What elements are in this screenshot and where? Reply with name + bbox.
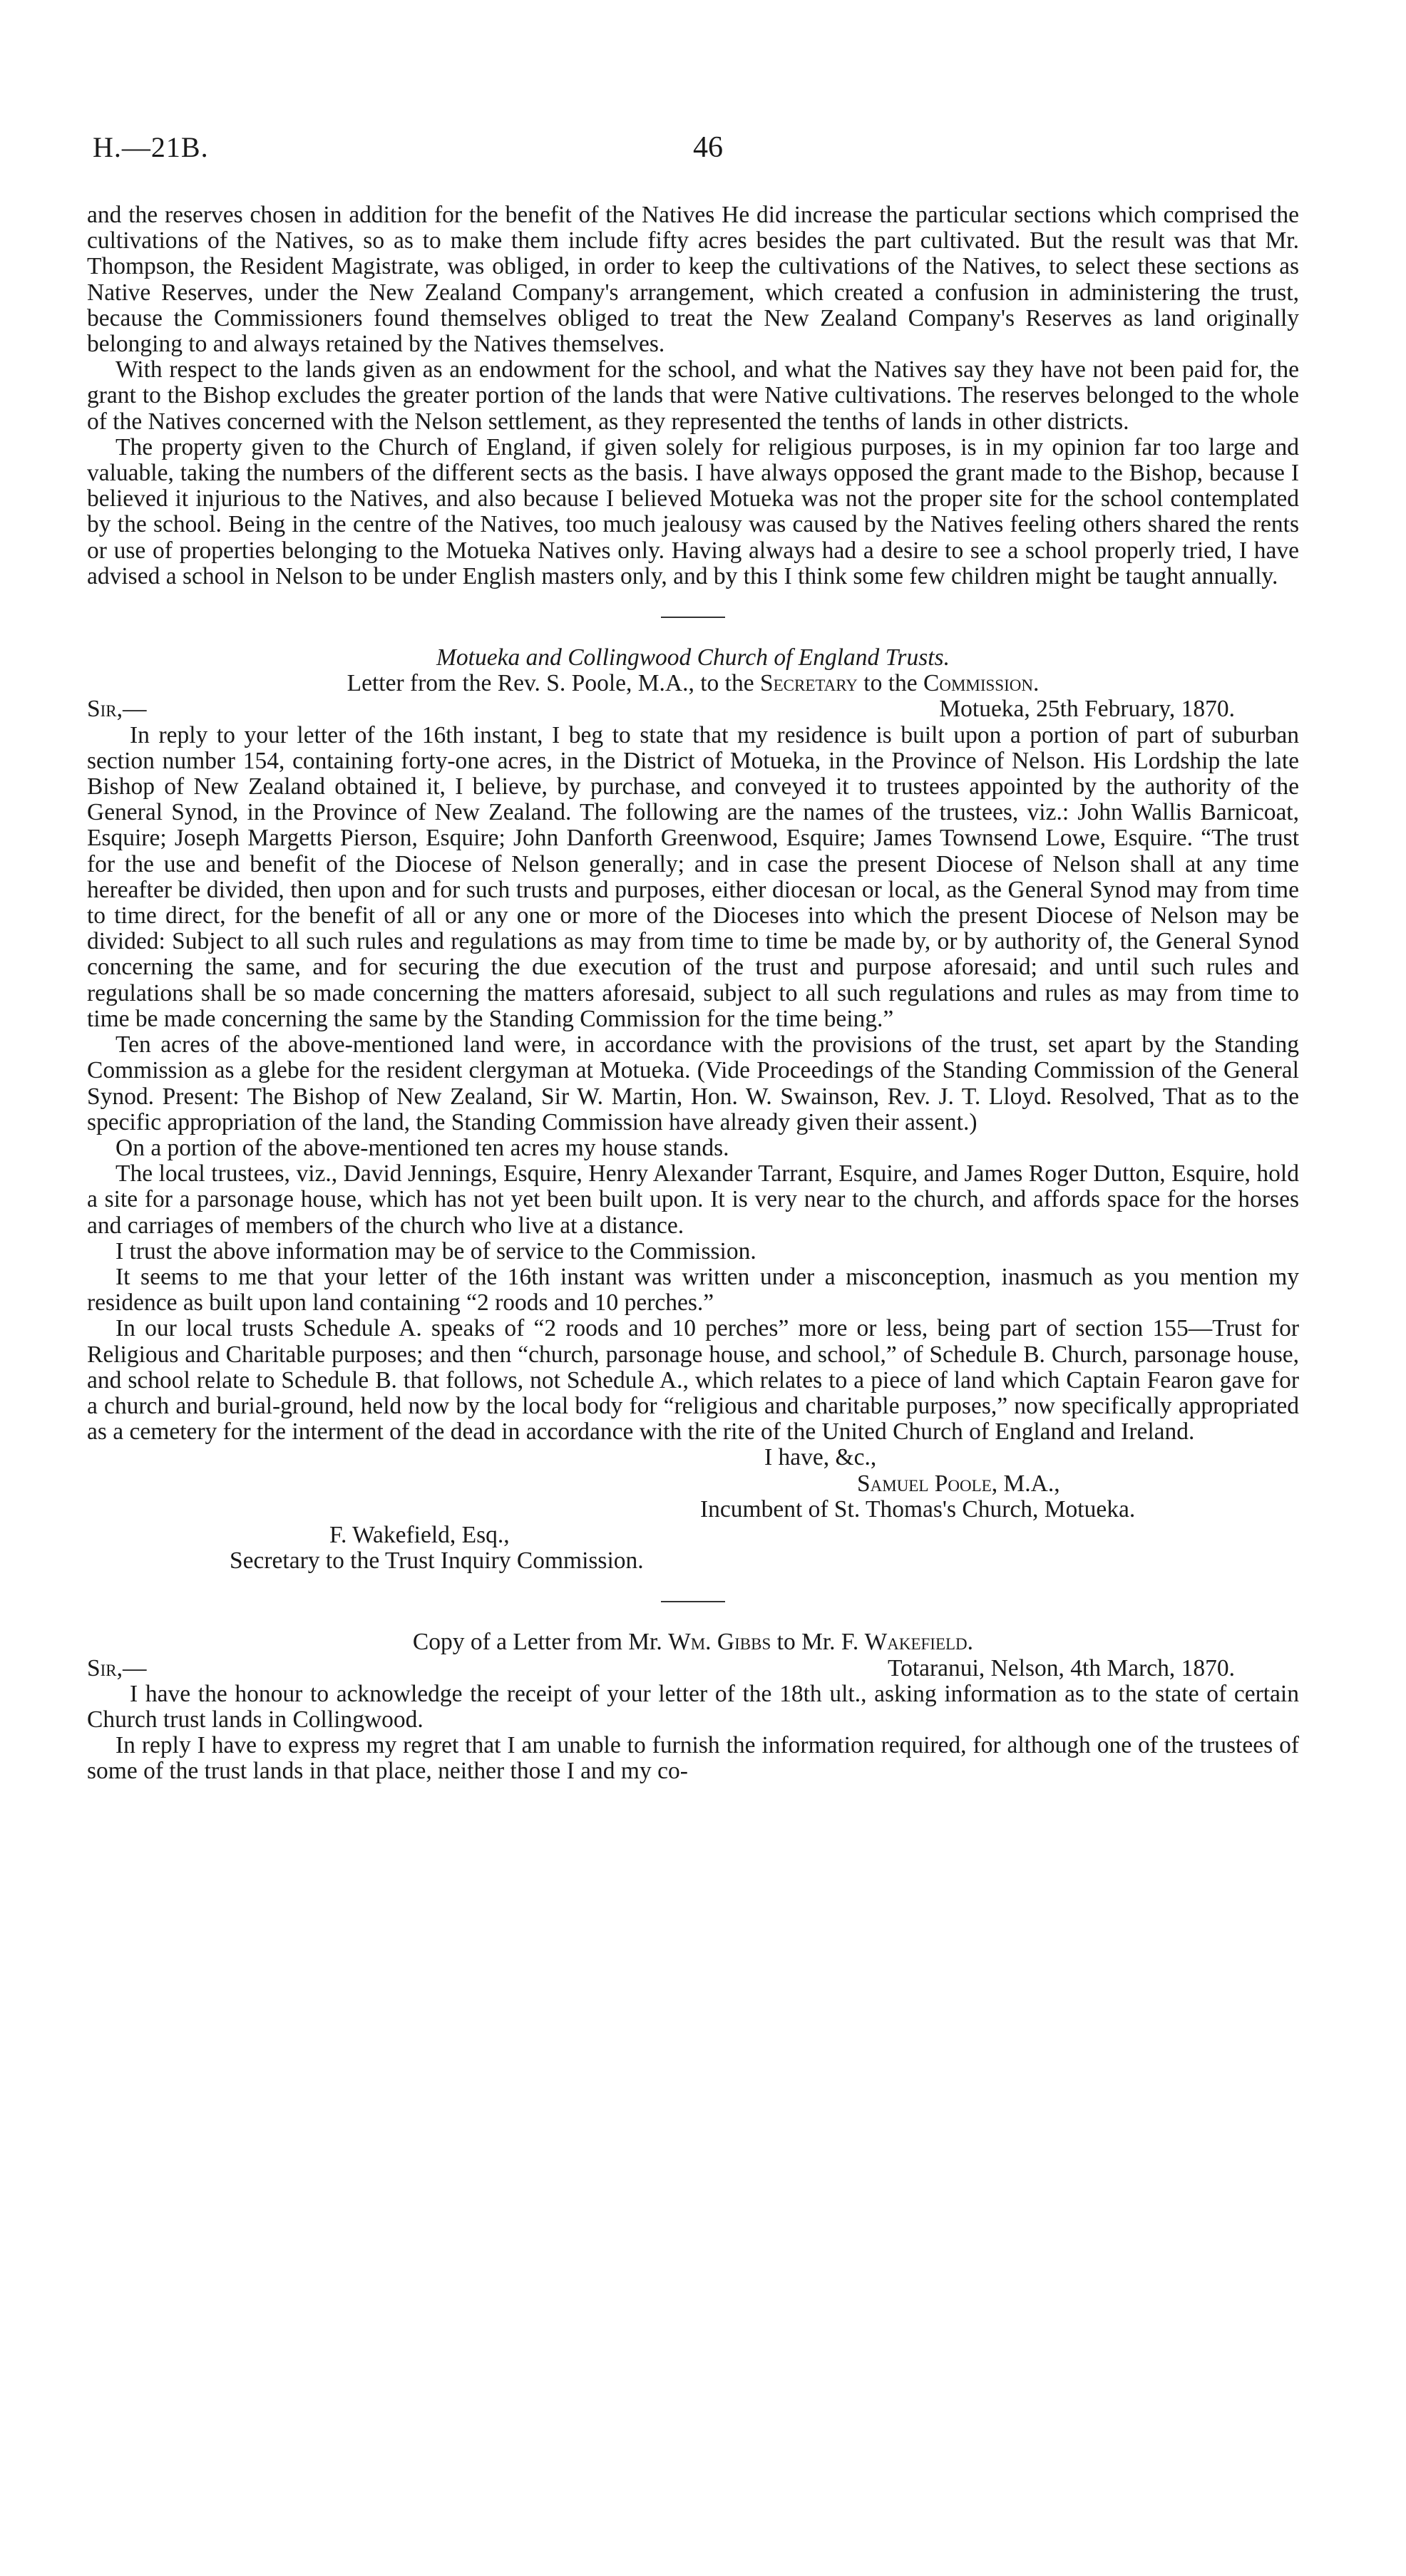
- addressee-name: F. Wakefield, Esq.,: [329, 1521, 510, 1548]
- subtitle-text: Letter from the Rev. S. Poole, M.A., to the: [347, 670, 754, 697]
- letter-subtitle: [87, 671, 1299, 696]
- title-text: Copy of a Letter from Mr.: [412, 1629, 662, 1656]
- report-reference: H.—21B.: [93, 131, 209, 163]
- section-divider: [661, 617, 725, 618]
- letter-paragraph: In reply to your letter of the 16th instant, I beg to state that my residence is built upon a portion of part of suburban section number 154, containing forty-one acres, in the District of Motueka, in the Province of Nelson. His Lordship the late Bishop of New Zealand obtained it, I believe, by purchase, and conveyed it to trustees appointed by the authority of the General Synod, in the Province of New Zealand. The following are the names of the trustees, viz.: John Wallis Barnicoat, Esquire; Joseph Margetts Pierson, Esquire; John Danforth Greenwood, Esquire; James Townsend Lowe, Esquire. “The trust for the use and benefit of the Diocese of Nelson generally; and in case the present Diocese of Nelson shall at any time hereafter be divided, then upon and for such trusts and purposes, either diocesan or local, as the General Synod may from time to time direct, for the benefit of all or any one or more of the Dioceses into which the present Diocese of Nelson may be divided: Subject to all such rules and regulations as may from time to time be made by, or by authority of, the General Synod concerning the same, and for securing the due execution of the trust and purpose aforesaid; and until such rules and regulations shall be so made concerning the matters aforesaid, subject to all such regulations and rules as may from time to time be made concerning the same by the Standing Commission for the time being.”: [87, 721, 1299, 1032]
- salutation: Sir,—: [87, 696, 147, 723]
- title-from: Wm. Gibbs: [668, 1629, 771, 1656]
- letter-paragraph: I have the honour to acknowledge the receipt of your letter of the 18th ult., asking information as to the state of certain Church trust lands in Collingwood.: [87, 1680, 1299, 1733]
- title-to: Wakefield.: [864, 1629, 974, 1656]
- letter-paragraph: I trust the above information may be of service to the Commission.: [116, 1237, 756, 1264]
- addressee-title: Secretary to the Trust Inquiry Commission.: [230, 1547, 644, 1575]
- letter-paragraph: In reply I have to express my regret that I am unable to furnish the information required, for although one of the trustees of some of the trust lands in that place, neither those I and my co-: [87, 1732, 1299, 1785]
- document-body: [87, 202, 1299, 1785]
- section-title: Motueka and Collingwood Church of England Trusts.: [436, 644, 950, 671]
- subtitle-mid: to the: [863, 670, 918, 697]
- page-number: 46: [693, 131, 723, 164]
- letter-paragraph: Ten acres of the above-mentioned land were, in accordance with the provisions of the trust, set apart by the Standing Commission as a glebe for the resident clergyman at Motueka. (Vide Proceedings of the Standing Commission of the General Synod. Present: The Bishop of New Zealand, Sir W. Martin, Hon. W. Swainson, Rev. J. T. Lloyd. Resolved, That as to the specific appropriation of the land, the Standing Commission have already given their assent.): [87, 1031, 1299, 1135]
- letter-paragraph: In our local trusts Schedule A. speaks of “2 roods and 10 perches” more or less, being part of section 155—Trust for Religious and Charitable purposes; and then “church, parsonage house, and school,” of Schedule B. Church, parsonage house, and school relate to Schedule B. that follows, not Schedule A., which relates to a piece of land which Captain Fearon gave for a church and burial-ground, held now by the local body for “religious and charitable purposes,” now specifically appropriated as a cemetery for the interment of the dead in accordance with the rite of the United Church of England and Ireland.: [87, 1315, 1299, 1446]
- section-title: [87, 1629, 1299, 1655]
- closing: I have, &c.,: [764, 1444, 877, 1471]
- page-header: [87, 130, 1319, 173]
- salutation-row: [87, 1656, 1299, 1681]
- subtitle-secretary: Secretary: [759, 670, 858, 697]
- salutation-row: [87, 696, 1299, 722]
- signature: Samuel Poole, M.A.,: [857, 1470, 1060, 1497]
- letter-paragraph: It seems to me that your letter of the 16th instant was written under a misconception, inasmuch as you mention my residence as built upon land containing “2 roods and 10 perches.”: [87, 1263, 1299, 1317]
- place-date: Totaranui, Nelson, 4th March, 1870.: [887, 1654, 1235, 1681]
- intro-paragraph-2: With respect to the lands given as an endowment for the school, and what the Natives say they have not been paid for, the grant to the Bishop excludes the greater portion of the lands that were Native cultivations. The reserves belonged to the whole of the Natives concerned with the Nelson settlement, as they represented the tenths of lands in other districts.: [87, 356, 1299, 435]
- subtitle-commission: Commission.: [923, 670, 1040, 697]
- section-divider: [661, 1601, 725, 1602]
- title-mid: to Mr. F.: [776, 1629, 859, 1656]
- salutation: Sir,—: [87, 1654, 147, 1681]
- letter-paragraph: The local trustees, viz., David Jennings, Esquire, Henry Alexander Tarrant, Esquire, and James Roger Dutton, Esquire, hold a site for a parsonage house, which has not yet been built upon. It is very near to the church, and affords space for the horses and carriages of members of the church who live at a distance.: [87, 1160, 1299, 1239]
- signature-title: Incumbent of St. Thomas's Church, Motueka.: [700, 1495, 1136, 1523]
- letter-paragraph: On a portion of the above-mentioned ten acres my house stands.: [116, 1134, 729, 1161]
- intro-paragraph-1: and the reserves chosen in addition for the benefit of the Natives He did increase the particular sections which comprised the cultivations of the Natives, so as to make them include fifty acres besides the part cultivated. But the result was that Mr. Thompson, the Resident Magistrate, was obliged, in order to keep the cultivations of the Natives, to select these sections as Native Reserves, under the New Zealand Company's arrangement, which created a confusion in administering the trust, because the Commissioners found themselves obliged to treat the New Zealand Company's Reserves as land originally belonging to and always retained by the Natives themselves.: [87, 202, 1299, 358]
- place-date: Motueka, 25th February, 1870.: [939, 696, 1235, 723]
- intro-paragraph-3: The property given to the Church of England, if given solely for religious purposes, is in my opinion far too large and valuable, taking the numbers of the different sects as the basis. I have always opposed the grant made to the Bishop, because I believed it injurious to the Natives, and also because I believed Motueka was not the proper site for the school contemplated by the school. Being in the centre of the Natives, too much jealousy was caused by the Natives feeling others shared the rents or use of properties belonging to the Motueka Natives only. Having always had a desire to see a school properly tried, I have advised a school in Nelson to be under English masters only, and by this I think some few children might be taught annually.: [87, 433, 1299, 589]
